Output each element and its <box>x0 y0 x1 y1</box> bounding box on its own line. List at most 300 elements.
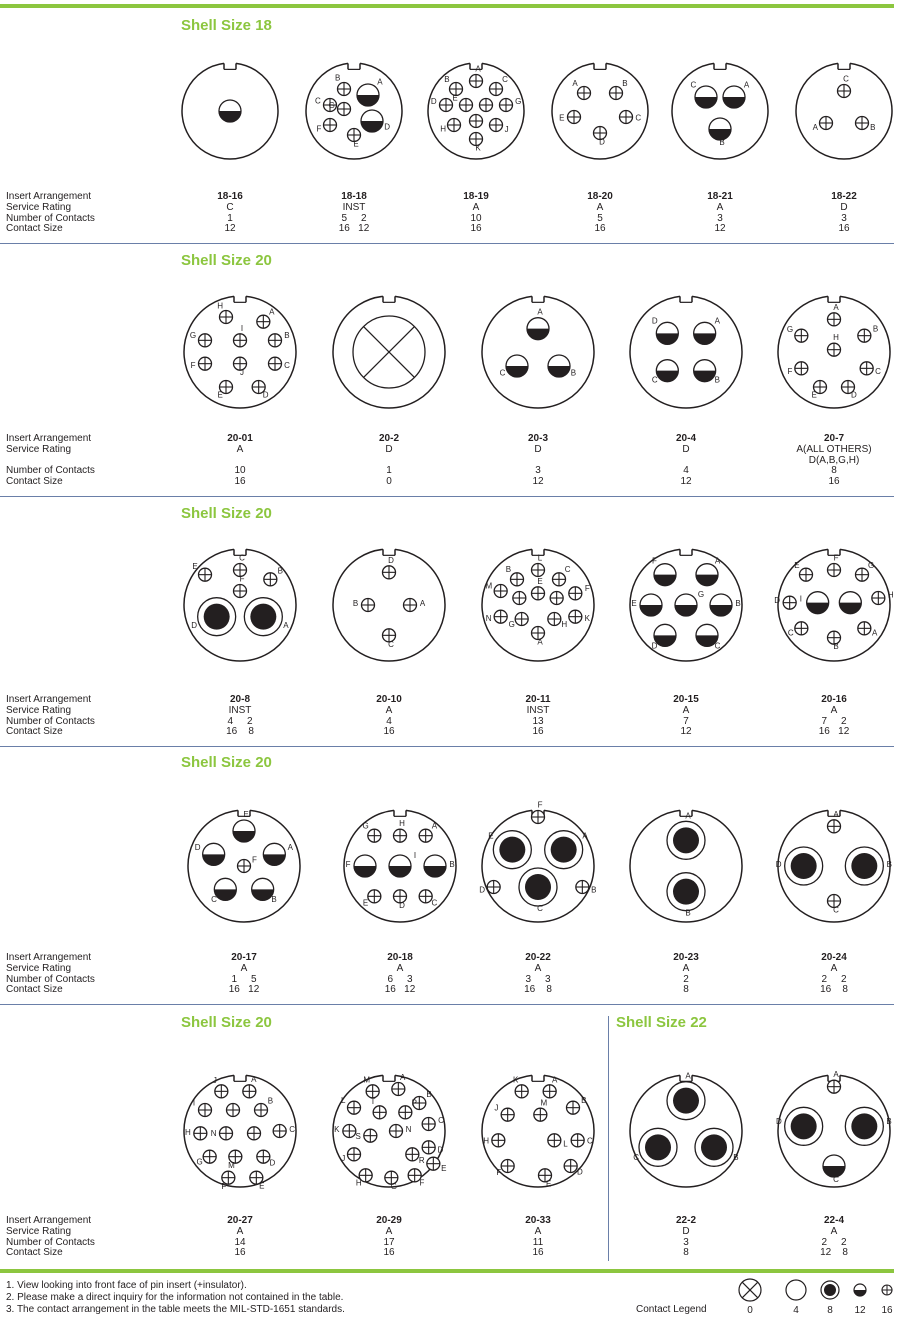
pin-contact-icon <box>383 566 396 579</box>
contact-letter: C <box>633 1152 640 1162</box>
contact-letter: G <box>515 96 522 106</box>
contact-letter: B <box>685 908 691 918</box>
spec-value: 7 <box>683 715 689 727</box>
contact-letter: A <box>685 811 691 821</box>
half-filled-contact-icon <box>694 322 716 344</box>
contact-letter: H <box>887 590 894 600</box>
spec-value: A <box>385 1225 393 1237</box>
contact-letter: A <box>537 307 543 317</box>
contact-letter: A <box>572 79 578 89</box>
insert-arrangement-code: 20-11 <box>525 694 551 705</box>
contact-letter: J <box>240 368 244 378</box>
spec-value: 5 2 <box>341 212 367 224</box>
contact-letter: F <box>252 855 257 865</box>
contact-letter: E <box>452 93 458 103</box>
insert-spec-column <box>180 434 300 488</box>
contact-letter: A <box>833 302 839 312</box>
spec-value: A <box>830 704 838 716</box>
footnote: 2. Please make a direct inquiry for the information not contained in the table. <box>6 1292 344 1303</box>
section-title: Shell Size 18 <box>181 17 272 34</box>
pin-contact-icon <box>569 587 582 600</box>
pin-contact-icon <box>494 585 507 598</box>
pin-contact-icon <box>567 1101 580 1114</box>
spec-value: A <box>236 443 244 455</box>
contact-letter: D <box>479 885 486 895</box>
contact-letter: E <box>192 561 198 571</box>
spec-value: 3 <box>841 212 847 224</box>
contact-letter: I <box>240 323 244 333</box>
insert-arrangement-code: 20-15 <box>673 694 699 705</box>
contact-letter: E <box>441 1163 447 1173</box>
insert-arrangement-code: 22-2 <box>675 1215 696 1226</box>
contact-letter: L <box>563 1139 568 1149</box>
pin-contact-icon <box>257 1150 270 1163</box>
pin-contact-icon <box>368 890 381 903</box>
contact-letter: F <box>316 124 322 134</box>
half-filled-contact-icon <box>203 843 225 865</box>
insert-arrangement-diagram <box>329 292 449 412</box>
contact-letter: A <box>714 316 720 326</box>
contact-letter: H <box>483 1136 490 1146</box>
half-filled-contact-icon <box>263 843 285 865</box>
spec-value: 6 3 <box>387 973 413 985</box>
insert-arrangement-code: 20-18 <box>387 952 413 963</box>
footnotes <box>6 1280 345 1316</box>
insert-arrangement-diagram <box>180 545 300 665</box>
insert-arrangement-diagram <box>626 1071 746 1191</box>
contact-letter: D <box>851 390 857 400</box>
pin-contact-icon <box>860 362 873 375</box>
row-label: Contact Size <box>6 223 63 235</box>
row-label: Insert Arrangement <box>6 433 92 444</box>
contact-letter: E <box>794 560 800 570</box>
row-label: Number of Contacts <box>6 973 95 985</box>
half-filled-contact-icon <box>654 564 676 586</box>
spec-value: 17 <box>383 1236 395 1248</box>
contact-letter: G <box>786 324 794 334</box>
pin-contact-icon <box>203 1150 216 1163</box>
spec-value: 8 <box>683 1247 689 1259</box>
legend-contact-size: 8 <box>827 1305 833 1316</box>
spec-value: 16 <box>234 476 246 488</box>
half-filled-contact-icon <box>640 594 662 616</box>
pin-contact-icon <box>269 357 282 370</box>
pin-contact-icon <box>564 1160 577 1173</box>
contact-letter: C <box>843 74 849 84</box>
insert-arrangement-diagram <box>329 1071 449 1191</box>
insert-arrangement-code: 20-27 <box>227 1215 253 1226</box>
spec-value: 12 <box>714 223 726 235</box>
pin-contact-icon <box>390 1125 403 1138</box>
contact-letter: H <box>184 1127 191 1137</box>
pin-contact-icon <box>343 1125 356 1138</box>
contact-letter: C <box>875 367 881 377</box>
contact-letter: E <box>362 898 369 908</box>
insert-arrangement-code: 22-4 <box>823 1215 844 1226</box>
insert-arrangement-code: 20-3 <box>527 433 548 444</box>
contact-letter: D <box>576 1167 583 1177</box>
pin-contact-icon <box>828 1080 841 1093</box>
half-filled-contact-icon <box>214 878 236 900</box>
row-divider <box>0 1004 894 1005</box>
contact-letter: F <box>496 1167 502 1177</box>
row-label: Contact Size <box>6 726 63 738</box>
insert-arrangement-code: 20-8 <box>229 694 250 705</box>
spec-value: 12 <box>680 476 692 488</box>
pin-contact-icon <box>858 329 871 342</box>
contact-letter: C <box>787 628 794 638</box>
insert-spec-column <box>340 953 460 996</box>
pin-contact-icon <box>550 592 563 605</box>
insert-arrangement-diagram <box>178 59 282 163</box>
ring-dot-contact-icon <box>545 831 583 869</box>
contact-letter: D <box>388 555 394 565</box>
spec-value: 16 <box>594 223 606 235</box>
crosshair-contact-icon <box>873 1276 901 1304</box>
spec-value: INST <box>342 201 366 213</box>
pin-contact-icon <box>324 119 337 132</box>
contact-letter: M <box>485 581 493 591</box>
contact-letter: C <box>714 641 721 651</box>
pin-contact-icon <box>348 1148 361 1161</box>
spec-value: 12 <box>224 223 236 235</box>
ring-dot-contact-icon <box>493 831 531 869</box>
contact-letter: C <box>284 360 290 370</box>
insert-arrangement-code: 20-22 <box>525 952 551 963</box>
pin-contact-icon <box>394 829 407 842</box>
half-filled-contact-icon <box>696 564 718 586</box>
spec-value: A <box>472 201 480 213</box>
pin-contact-icon <box>406 1148 419 1161</box>
spec-value: 1 <box>227 212 233 224</box>
spec-value: 12 <box>532 476 544 488</box>
insert-arrangement-code: 20-2 <box>378 433 399 444</box>
half-filled-contact-icon <box>424 855 446 877</box>
ring-dot-contact-icon <box>244 598 282 636</box>
pin-contact-icon <box>578 87 591 100</box>
contact-letter: F <box>833 553 839 563</box>
spec-value: 4 <box>386 715 392 727</box>
insert-arrangement-diagram <box>184 806 304 926</box>
pin-contact-icon <box>364 1129 377 1142</box>
row-label: Insert Arrangement <box>6 1215 92 1226</box>
contact-letter: B <box>277 566 284 576</box>
spec-value: A <box>716 201 724 213</box>
contact-letter: N <box>485 613 492 623</box>
spec-value: 16 <box>532 726 544 738</box>
shell-outline <box>184 296 296 408</box>
contact-letter: H <box>440 124 447 134</box>
insert-spec-column <box>774 1216 894 1259</box>
contact-letter: D <box>651 316 658 326</box>
contact-letter: G <box>189 331 197 341</box>
insert-spec-column <box>329 1216 449 1259</box>
row-labels <box>6 1216 95 1259</box>
spec-value: A <box>596 201 604 213</box>
insert-arrangement-code: 20-4 <box>675 433 696 444</box>
insert-spec-column <box>478 953 598 996</box>
pin-contact-icon <box>795 622 808 635</box>
insert-spec-column <box>180 1216 300 1259</box>
section-title: Shell Size 20 <box>181 754 272 771</box>
insert-arrangement-diagram <box>668 59 772 163</box>
contact-letter: D <box>262 390 269 400</box>
contact-letter: N <box>405 1125 412 1134</box>
insert-arrangement-code: 18-20 <box>587 191 613 202</box>
contact-letter: B <box>735 599 741 608</box>
half-filled-contact-icon <box>389 855 411 877</box>
spec-value: A <box>534 1225 542 1237</box>
row-label: Insert Arrangement <box>6 191 92 202</box>
contact-letter: D <box>191 620 197 630</box>
contact-letter: P <box>411 1098 417 1108</box>
spec-value: 8 <box>831 465 837 477</box>
pin-contact-icon <box>440 99 453 112</box>
spec-value: 3 <box>535 465 541 477</box>
contact-letter: F <box>584 584 590 594</box>
insert-arrangement-diagram <box>180 1071 300 1191</box>
insert-spec-column <box>416 192 536 235</box>
contact-letter: E <box>259 1181 265 1191</box>
spec-value: 10 <box>234 465 246 477</box>
insert-arrangement-diagram <box>792 59 896 163</box>
pin-contact-icon <box>553 573 566 586</box>
cross-contact-icon <box>353 316 425 388</box>
half-filled-contact-icon <box>361 110 383 132</box>
half-filled-contact-icon <box>506 355 528 377</box>
ring-dot-contact-icon <box>785 847 823 885</box>
contact-letter: C <box>537 904 543 913</box>
pin-contact-icon <box>620 111 633 124</box>
pin-contact-icon <box>220 1127 233 1140</box>
contact-letter: A <box>871 628 878 638</box>
spec-value: 3 <box>683 1236 689 1248</box>
shell-outline <box>630 296 742 408</box>
contact-letter: G <box>508 619 515 629</box>
pin-contact-icon <box>487 881 500 894</box>
contact-letter: C <box>833 905 839 915</box>
insert-arrangement-diagram <box>478 292 598 412</box>
row-divider <box>0 746 894 747</box>
ring-dot-contact-icon <box>667 821 705 859</box>
insert-spec-column <box>329 434 449 488</box>
pin-contact-icon <box>515 613 528 626</box>
contact-letter: E <box>243 810 249 819</box>
insert-arrangement-diagram <box>774 292 894 412</box>
spec-value: 5 <box>597 212 603 224</box>
pin-contact-icon <box>515 1085 528 1098</box>
spec-value: 16 <box>383 1247 395 1259</box>
contact-letter: B <box>872 324 879 334</box>
spec-value: INST <box>526 704 550 716</box>
ring-dot-contact-icon <box>695 1128 733 1166</box>
pin-contact-icon <box>571 1134 584 1147</box>
contact-letter: C <box>651 375 658 385</box>
spec-value: A <box>240 962 248 974</box>
pin-contact-icon <box>404 599 417 612</box>
contact-letter: A <box>283 620 289 630</box>
insert-spec-column <box>784 192 904 235</box>
spec-value: A <box>396 962 404 974</box>
contact-letter: E <box>545 1179 552 1189</box>
spec-value: D <box>682 443 690 455</box>
insert-spec-column <box>626 953 746 996</box>
pin-contact-icon <box>238 860 251 873</box>
contact-letter: B <box>267 1096 274 1106</box>
insert-spec-column <box>170 192 290 235</box>
pin-contact-icon <box>513 592 526 605</box>
spec-value: 16 12 <box>818 726 850 738</box>
insert-spec-column <box>478 1216 598 1259</box>
contact-letter: B <box>352 599 359 608</box>
contact-letter: C <box>289 1125 296 1134</box>
spec-value: 16 8 <box>226 726 254 738</box>
half-filled-contact-icon <box>823 1155 845 1177</box>
contact-letter: E <box>537 576 543 586</box>
row-label: Contact Size <box>6 1247 63 1259</box>
contact-letter: K <box>475 143 481 153</box>
ring-dot-contact-icon <box>519 868 557 906</box>
spec-value: 14 <box>234 1236 246 1248</box>
open-circle-contact-icon <box>782 1276 810 1304</box>
contact-letter: F <box>239 574 245 584</box>
contact-letter: G <box>390 1182 397 1192</box>
contact-letter: B <box>444 75 450 85</box>
contact-letter: A <box>833 809 839 819</box>
contact-letter: A <box>269 307 275 317</box>
contact-letter: K <box>584 613 591 623</box>
insert-arrangement-code: 18-22 <box>831 191 857 202</box>
insert-arrangement-code: 18-19 <box>463 191 489 202</box>
pin-contact-icon <box>243 1085 256 1098</box>
insert-spec-column <box>184 953 304 996</box>
pin-contact-icon <box>392 1083 405 1096</box>
pin-contact-icon <box>532 811 545 824</box>
pin-contact-icon <box>194 1127 207 1140</box>
contact-letter: J <box>494 1103 499 1113</box>
insert-arrangement-diagram <box>774 545 894 665</box>
insert-arrangement-diagram <box>774 1071 894 1191</box>
row-label: Service Rating <box>6 962 72 974</box>
pin-contact-icon <box>199 568 212 581</box>
contact-letter: A <box>685 1071 691 1081</box>
contact-letter: F <box>419 1178 425 1188</box>
half-filled-contact-icon <box>233 820 255 842</box>
section-title: Shell Size 20 <box>181 1014 272 1031</box>
insert-arrangement-diagram <box>626 806 746 926</box>
spec-value: 16 <box>532 1247 544 1259</box>
pin-contact-icon <box>492 1134 505 1147</box>
insert-arrangement-diagram <box>626 292 746 412</box>
spec-value: 3 3 <box>525 973 551 985</box>
spec-value: A <box>830 1225 838 1237</box>
contact-letter: D <box>384 122 391 132</box>
contact-letter: M <box>228 1160 235 1170</box>
contact-letter: E <box>217 390 223 400</box>
insert-arrangement-code: 20-10 <box>376 694 402 705</box>
pin-contact-icon <box>856 117 869 130</box>
contact-letter: F <box>190 360 196 370</box>
contact-letter: D <box>774 596 781 606</box>
pin-contact-icon <box>215 1085 228 1098</box>
contact-letter: D <box>651 641 658 651</box>
contact-letter: J <box>504 125 509 135</box>
pin-contact-icon <box>543 1085 556 1098</box>
ring-dot-contact-icon <box>816 1276 844 1304</box>
spec-value: 0 <box>386 476 392 488</box>
half-filled-contact-icon <box>710 594 732 616</box>
spec-value: 11 <box>532 1236 544 1248</box>
spec-value: 7 2 <box>821 715 847 727</box>
contact-letter: B <box>719 138 725 147</box>
pin-contact-icon <box>348 1101 361 1114</box>
contact-letter: A <box>714 556 721 566</box>
insert-spec-column <box>294 192 414 235</box>
spec-value: 12 <box>680 726 692 738</box>
spec-value: 1 <box>386 465 392 477</box>
spec-value: 16 <box>828 476 840 488</box>
contact-letter: C <box>388 639 394 649</box>
insert-arrangement-code: 18-18 <box>341 191 367 202</box>
pin-contact-icon <box>610 87 623 100</box>
contact-letter: F <box>345 860 351 869</box>
spec-value: A <box>682 704 690 716</box>
contact-letter: A <box>431 821 438 831</box>
insert-spec-column <box>180 695 300 738</box>
pin-contact-icon <box>872 592 885 605</box>
insert-arrangement-diagram <box>774 806 894 926</box>
pin-contact-icon <box>838 85 851 98</box>
contact-letter: I <box>799 594 802 604</box>
row-labels <box>6 695 95 738</box>
footnote: 3. The contact arrangement in the table meets the MIL-STD-1651 standards. <box>6 1304 345 1315</box>
pin-contact-icon <box>227 1104 240 1117</box>
pin-contact-icon <box>494 610 507 623</box>
pin-contact-icon <box>368 829 381 842</box>
contact-letter: E <box>353 139 359 149</box>
row-label: Service Rating <box>6 201 72 213</box>
insert-arrangement-code: 20-23 <box>673 952 699 963</box>
row-label: Number of Contacts <box>6 465 95 477</box>
contact-letter: C <box>502 75 508 85</box>
cross-contact-icon <box>736 1276 764 1304</box>
contact-letter: B <box>714 375 720 385</box>
contact-letter: E <box>488 831 494 841</box>
pin-contact-icon <box>269 334 282 347</box>
contact-letter: A <box>812 122 818 132</box>
contact-letter: B <box>570 368 577 378</box>
insert-arrangement-code: 20-01 <box>227 433 253 444</box>
insert-spec-column <box>626 695 746 738</box>
pin-contact-icon <box>511 573 524 586</box>
row-label: Service Rating <box>6 443 72 455</box>
insert-spec-column <box>626 434 746 488</box>
contact-letter: G <box>362 821 369 831</box>
contact-letter: A <box>399 1072 406 1082</box>
pin-contact-icon <box>532 587 545 600</box>
pin-contact-icon <box>568 111 581 124</box>
contact-letter: R <box>418 1155 425 1165</box>
pin-contact-icon <box>264 573 277 586</box>
contact-letter: B <box>591 885 597 895</box>
legend-contact-size: 16 <box>881 1305 893 1316</box>
contact-letter: A <box>419 599 426 608</box>
contact-letter: B <box>449 860 455 869</box>
contact-letter: S <box>355 1132 361 1142</box>
footnote: 1. View looking into front face of pin insert (+insulator). <box>6 1280 247 1291</box>
legend-contact-size: 4 <box>793 1305 799 1316</box>
pin-contact-icon <box>255 1104 268 1117</box>
